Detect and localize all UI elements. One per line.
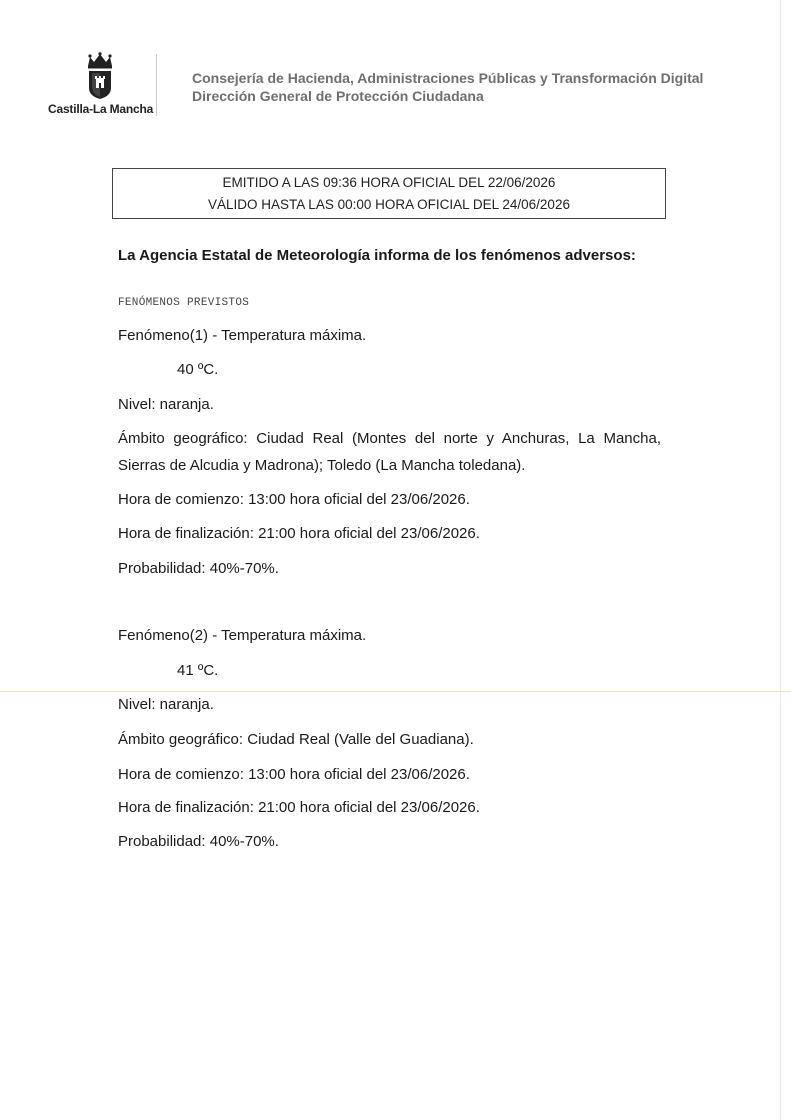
phenomenon-2-probability: Probabilidad: 40%-70%. [118,833,279,850]
phenomenon-1-area: Ámbito geográfico: Ciudad Real (Montes del norte y Anchuras, La Mancha, Sierras de Alcudia y Madrona); Toledo (La Mancha toledana). [118,430,661,474]
scan-edge [780,0,781,1120]
phenomenon-1-title: Fenómeno(1) - Temperatura máxima. [118,327,367,344]
phenomenon-2-area: Ámbito geográfico: Ciudad Real (Valle del Guadiana). [118,731,474,748]
phenomenon-1-end: Hora de finalización: 21:00 hora oficial del 23/06/2026. [118,525,480,542]
issue-valid-until: VÁLIDO HASTA LAS 00:00 HORA OFICIAL DEL 24/06/2026 [208,197,570,212]
section-title: FENÓMENOS PREVISTOS [118,297,250,309]
crown-castle-icon [83,52,117,100]
phenomenon-2-end: Hora de finalización: 21:00 hora oficial del 23/06/2026. [118,799,480,816]
intro-heading: La Agencia Estatal de Meteorología informa de los fenómenos adversos: [118,247,636,264]
header-line-1: Consejería de Hacienda, Administraciones Públicas y Transformación Digital [192,70,704,86]
issue-box [112,168,666,219]
header-divider [156,54,157,116]
header-organization [192,69,703,105]
phenomenon-2-title: Fenómeno(2) - Temperatura máxima. [118,627,367,644]
phenomenon-2-start: Hora de comienzo: 13:00 hora oficial del 23/06/2026. [118,766,470,783]
castilla-la-mancha-logo [48,52,152,122]
issue-emitted: EMITIDO A LAS 09:36 HORA OFICIAL DEL 22/06/2026 [222,175,556,190]
scan-line [0,691,791,692]
phenomenon-1-start: Hora de comienzo: 13:00 hora oficial del 23/06/2026. [118,491,470,508]
phenomenon-2-value: 41 ºC. [177,662,219,679]
phenomenon-1-value: 40 ºC. [177,361,219,378]
logo-text: Castilla-La Mancha [48,102,154,116]
phenomenon-1-level: Nivel: naranja. [118,396,214,413]
phenomenon-2-level: Nivel: naranja. [118,696,214,713]
phenomenon-1-probability: Probabilidad: 40%-70%. [118,560,279,577]
header-line-2: Dirección General de Protección Ciudadana [192,88,484,104]
